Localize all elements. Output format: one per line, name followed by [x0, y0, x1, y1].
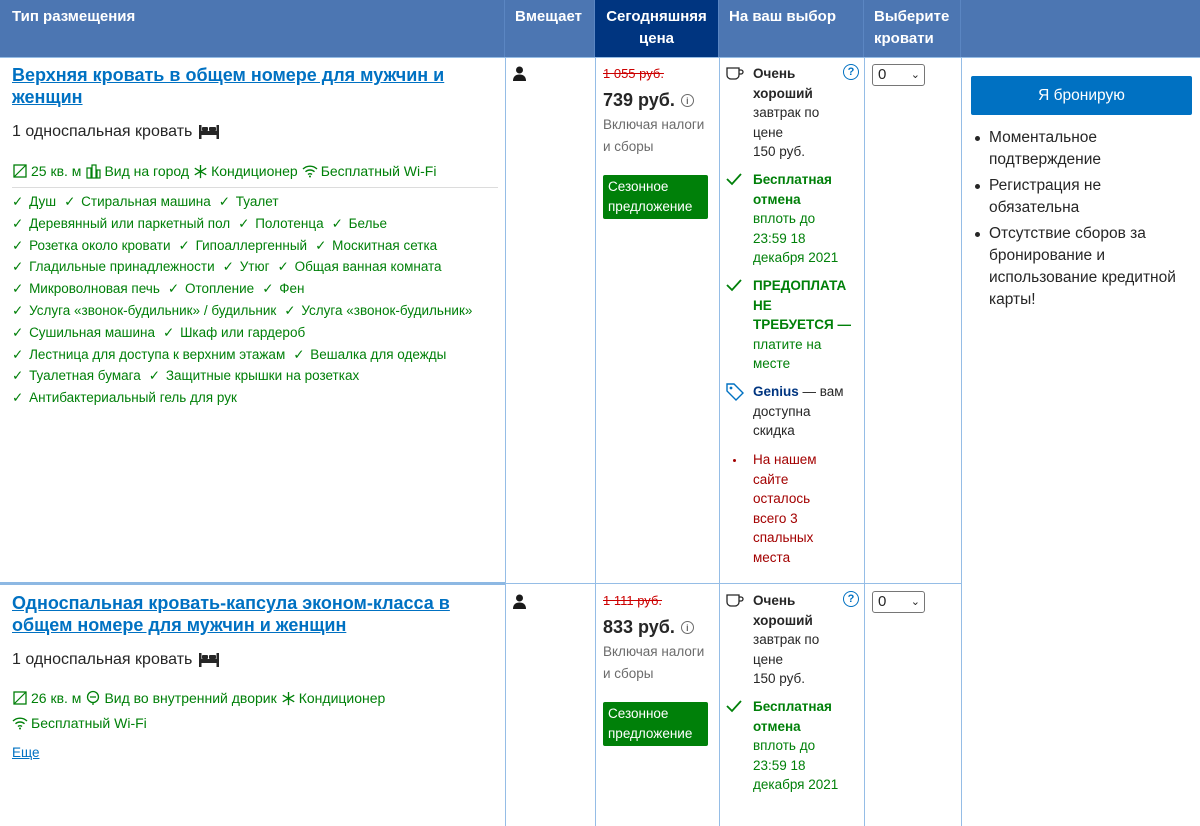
wifi — [12, 715, 147, 731]
col-header-price — [595, 0, 719, 57]
book-button[interactable]: Я бронирую — [971, 76, 1192, 115]
breakfast-line: 150 руб. — [753, 144, 806, 160]
amenity-label: Отопление — [184, 281, 255, 297]
snowflake-icon — [281, 691, 296, 706]
amenity-label: Микроволновая печь — [29, 281, 160, 297]
table-header — [0, 0, 1200, 57]
view — [85, 690, 276, 706]
room-2-bed — [12, 651, 220, 669]
amenity-label: Туалет — [235, 194, 279, 209]
more-link[interactable]: Еще — [12, 745, 40, 760]
checkmark-icon: ✓ — [148, 368, 164, 384]
genius-line: скидка — [753, 423, 795, 439]
amenity-item — [179, 238, 308, 253]
amenity-label: Душ — [29, 194, 57, 209]
amenity-item — [332, 216, 387, 231]
amenity-row — [12, 325, 313, 341]
prepay-line: ПРЕДОПЛАТА — [753, 278, 847, 293]
bed-count-select[interactable] — [872, 64, 925, 86]
amenity-row — [12, 303, 480, 319]
snowflake-icon — [193, 164, 208, 179]
col-header-empty — [961, 0, 1200, 57]
prepay-line: НЕ — [753, 297, 772, 313]
breakfast-line: Очень — [753, 593, 796, 608]
checkmark-icon: ✓ — [12, 303, 28, 318]
current-price — [603, 617, 694, 638]
bed-icon — [198, 652, 220, 668]
checkmark-icon: ✓ — [12, 259, 28, 275]
free-cancellation — [753, 170, 853, 268]
amenity-label: Гладильные принадлежности — [29, 259, 215, 275]
breakfast-line: завтрак по — [753, 632, 820, 648]
cancel-line: вплоть до — [753, 738, 816, 754]
genius-line: — вам — [798, 384, 844, 399]
cancel-line: декабря 2021 — [753, 777, 839, 793]
amenity-label: Утюг — [239, 259, 270, 275]
taxes-note-line: Включая налоги — [603, 117, 705, 132]
room-1-bed — [12, 123, 220, 141]
col-header-type: Тип размещения — [0, 0, 505, 57]
amenity-label: Белье — [348, 215, 388, 231]
ac-label: Кондиционер — [298, 690, 386, 706]
cancel-line: Бесплатная — [753, 699, 832, 714]
no-prepayment — [753, 276, 853, 374]
info-icon[interactable]: i — [681, 94, 694, 107]
breakfast-line: хороший — [753, 612, 813, 628]
prepay-line: ТРЕБУЕТСЯ — — [753, 317, 851, 333]
amenity-label: Услуга «звонок-будильник» / будильник — [29, 303, 277, 318]
cancel-line: 23:59 18 — [753, 230, 806, 246]
breakfast-info — [753, 64, 853, 162]
bullet-icon — [733, 459, 736, 462]
room-1-title-line2[interactable]: женщин — [12, 87, 83, 107]
benefit-item: Отсутствие сборов за бронирование и использование кредитной карты! — [975, 223, 1195, 311]
col-header-price-line2: цена — [639, 30, 674, 47]
amenity-item — [12, 281, 160, 296]
amenity-row — [12, 194, 287, 210]
amenity-label: Туалетная бумага — [29, 368, 141, 384]
amenity-item — [12, 238, 171, 253]
amenity-label: Полотенца — [255, 215, 324, 231]
amenity-item — [219, 194, 279, 209]
amenity-item — [262, 281, 304, 296]
checkmark-icon: ✓ — [222, 259, 238, 275]
wifi-icon — [302, 164, 318, 178]
person-icon — [513, 594, 526, 609]
checkmark-icon: ✓ — [238, 215, 254, 231]
availability-line: На нашем — [753, 452, 817, 467]
amenity-row — [12, 238, 445, 254]
checkmark-icon: ✓ — [12, 194, 28, 209]
taxes-note-line: Включая налоги — [603, 644, 705, 659]
ac-label: Кондиционер — [211, 163, 298, 179]
seasonal-offer-line: предложение — [608, 199, 693, 214]
room-2-title-line1[interactable]: Односпальная кровать-капсула эконом-класса в — [12, 593, 450, 613]
taxes-note-line: и сборы — [603, 666, 654, 681]
checkmark-icon: ✓ — [12, 215, 28, 231]
genius-discount — [753, 382, 853, 441]
checkmark-icon: ✓ — [315, 237, 331, 253]
taxes-note — [603, 114, 713, 158]
cancel-line: отмена — [753, 191, 801, 207]
amenity-label: Общая ванная комната — [294, 259, 442, 275]
availability-line: спальных — [753, 530, 814, 546]
prepay-line: месте — [753, 356, 791, 372]
checkmark-icon: ✓ — [12, 390, 28, 406]
cancel-line: вплоть до — [753, 211, 816, 227]
benefit-item: Моментальное подтверждение — [975, 127, 1195, 171]
col-header-price-line1: Сегодняшняя — [606, 8, 707, 25]
amenity-item — [64, 194, 211, 209]
coffee-cup-icon — [726, 593, 744, 608]
breakfast-line: Очень — [753, 66, 796, 81]
amenity-item — [149, 368, 359, 383]
courtyard-view-icon — [85, 690, 101, 706]
air-conditioning — [193, 163, 298, 179]
room-1-facilities — [12, 163, 440, 179]
checkmark-icon: ✓ — [12, 368, 28, 384]
availability-line: места — [753, 549, 791, 565]
grid-line — [0, 57, 1200, 58]
chevron-down-icon: ⌄ — [910, 69, 920, 81]
wifi-label: Бесплатный Wi-Fi — [320, 163, 437, 179]
availability-warning — [753, 450, 853, 568]
checkmark-icon: ✓ — [163, 324, 179, 340]
wifi-icon — [12, 716, 28, 730]
amenity-item — [12, 259, 215, 274]
prepay-line: платите на — [753, 336, 822, 352]
grid-line — [864, 57, 865, 826]
help-icon[interactable]: ? — [843, 591, 859, 607]
availability-line: сайте — [753, 471, 789, 487]
amenity-row — [12, 281, 312, 297]
room-size-label: 25 кв. м — [31, 163, 82, 179]
taxes-note-line: и сборы — [603, 139, 654, 154]
wifi — [302, 163, 437, 179]
amenity-label: Розетка около кровати — [29, 237, 171, 253]
city-view-icon — [85, 163, 101, 179]
room-size — [12, 690, 81, 706]
amenity-row — [12, 347, 454, 363]
current-price-value: 739 руб. — [603, 90, 675, 110]
help-icon[interactable]: ? — [843, 64, 859, 80]
room-1-title-line1[interactable]: Верхняя кровать в общем номере для мужчин и — [12, 65, 445, 85]
amenity-row — [12, 259, 450, 275]
amenity-row — [12, 368, 367, 384]
checkmark-icon: ✓ — [12, 237, 28, 253]
amenity-item — [163, 325, 305, 340]
seasonal-offer-line: предложение — [608, 726, 693, 741]
checkmark-icon: ✓ — [167, 281, 183, 297]
current-price — [603, 90, 694, 111]
free-cancellation — [753, 697, 853, 795]
amenity-label: Вешалка для одежды — [310, 346, 447, 362]
chevron-down-icon: ⌄ — [910, 596, 920, 608]
old-price: 1 055 руб. — [603, 66, 664, 81]
checkmark-icon: ✓ — [284, 303, 300, 318]
amenity-label: Лестница для доступа к верхним этажам — [29, 346, 286, 362]
room-size-icon — [12, 163, 28, 179]
room-2-title-line2[interactable]: общем номере для мужчин и женщин — [12, 615, 347, 635]
info-icon[interactable]: i — [681, 621, 694, 634]
current-price-value: 833 руб. — [603, 617, 675, 637]
checkmark-icon: ✓ — [12, 346, 28, 362]
genius-line: доступна — [753, 403, 811, 419]
amenity-label: Стиральная машина — [81, 194, 211, 209]
amenity-item — [315, 238, 437, 253]
checkmark-icon: ✓ — [12, 281, 28, 297]
tag-icon — [726, 383, 744, 401]
checkmark-icon: ✓ — [262, 281, 278, 297]
col-header-beds-line2: кровати — [874, 30, 934, 47]
coffee-cup-icon — [726, 66, 744, 81]
seasonal-offer-badge — [603, 702, 708, 746]
availability-line: осталось — [753, 491, 811, 507]
breakfast-info — [753, 591, 853, 689]
genius-logo: Genius — [753, 384, 799, 399]
amenity-item — [12, 303, 276, 318]
breakfast-line: цене — [753, 651, 784, 667]
amenity-label: Деревянный или паркетный пол — [29, 215, 231, 231]
breakfast-line: 150 руб. — [753, 671, 806, 687]
view — [85, 163, 189, 179]
amenity-label: Фен — [279, 281, 305, 297]
seasonal-offer-line: Сезонное — [608, 706, 669, 721]
air-conditioning — [281, 690, 386, 706]
checkmark-icon — [726, 278, 742, 292]
room-2-facilities-2 — [12, 715, 151, 731]
amenity-item — [12, 368, 141, 383]
amenity-label: Шкаф или гардероб — [180, 324, 306, 340]
amenity-item — [238, 216, 323, 231]
availability-line: всего 3 — [753, 510, 798, 526]
grid-line — [505, 57, 506, 826]
breakfast-line: хороший — [753, 85, 813, 101]
checkmark-icon: ✓ — [178, 237, 194, 253]
grid-line — [595, 57, 596, 826]
amenity-item — [168, 281, 254, 296]
seasonal-offer-badge — [603, 175, 708, 219]
room-size — [12, 163, 81, 179]
checkmark-icon: ✓ — [64, 194, 80, 209]
breakfast-line: цене — [753, 124, 784, 140]
col-header-choice: На ваш выбор — [719, 0, 864, 57]
amenity-label: Сушильная машина — [29, 324, 155, 340]
room-2-bed-label: 1 односпальная кровать — [12, 651, 193, 668]
benefit-item: Регистрация не обязательна — [975, 175, 1195, 219]
checkmark-icon: ✓ — [12, 324, 28, 340]
amenity-item — [12, 194, 56, 209]
grid-line — [961, 57, 962, 826]
room-2-facilities — [12, 690, 389, 706]
benefits-list — [975, 127, 1195, 315]
amenity-row — [12, 216, 395, 232]
amenity-row — [12, 390, 245, 406]
amenity-label: Антибактериальный гель для рук — [29, 390, 237, 406]
checkmark-icon: ✓ — [218, 194, 234, 209]
room-1-title-link[interactable] — [12, 64, 472, 108]
bed-count-select[interactable] — [872, 591, 925, 613]
checkmark-icon — [726, 172, 742, 186]
amenity-item — [293, 347, 446, 362]
old-price: 1 111 руб. — [603, 593, 663, 608]
grid-line — [719, 57, 720, 826]
amenity-item — [12, 390, 237, 405]
checkmark-icon: ✓ — [331, 215, 347, 231]
amenity-item — [284, 303, 472, 318]
cancel-line: декабря 2021 — [753, 250, 839, 266]
amenity-label: Гипоаллергенный — [195, 237, 308, 253]
checkmark-icon: ✓ — [277, 259, 293, 275]
col-header-capacity: Вмещает — [505, 0, 595, 57]
breakfast-line: завтрак по — [753, 105, 820, 121]
amenity-label: Москитная сетка — [332, 237, 438, 253]
wifi-label: Бесплатный Wi-Fi — [31, 715, 147, 731]
person-icon — [513, 66, 526, 81]
row-divider — [505, 583, 961, 584]
cancel-line: Бесплатная — [753, 172, 832, 187]
seasonal-offer-line: Сезонное — [608, 179, 669, 194]
room-2-title-link[interactable] — [12, 592, 472, 636]
bed-icon — [198, 124, 220, 140]
row-divider — [0, 582, 505, 585]
bed-count-value: 0 — [878, 593, 887, 610]
col-header-beds — [864, 0, 961, 57]
amenity-item — [12, 347, 285, 362]
taxes-note — [603, 641, 713, 685]
amenity-item — [278, 259, 442, 274]
room-1-bed-label: 1 односпальная кровать — [12, 123, 193, 140]
view-label: Вид во внутренний дворик — [104, 690, 277, 706]
room-size-icon — [12, 690, 28, 706]
checkmark-icon: ✓ — [293, 346, 309, 362]
divider — [12, 187, 498, 188]
amenity-label: Защитные крышки на розетках — [165, 368, 360, 384]
cancel-line: 23:59 18 — [753, 757, 806, 773]
amenity-item — [12, 325, 155, 340]
col-header-beds-line1: Выберите — [874, 8, 950, 25]
cancel-line: отмена — [753, 718, 801, 734]
amenity-item — [223, 259, 270, 274]
amenity-label: Услуга «звонок-будильник» — [301, 303, 473, 318]
bed-count-value: 0 — [878, 66, 887, 83]
amenity-item — [12, 216, 230, 231]
view-label: Вид на город — [104, 163, 190, 179]
checkmark-icon — [726, 699, 742, 713]
room-size-label: 26 кв. м — [31, 690, 82, 706]
